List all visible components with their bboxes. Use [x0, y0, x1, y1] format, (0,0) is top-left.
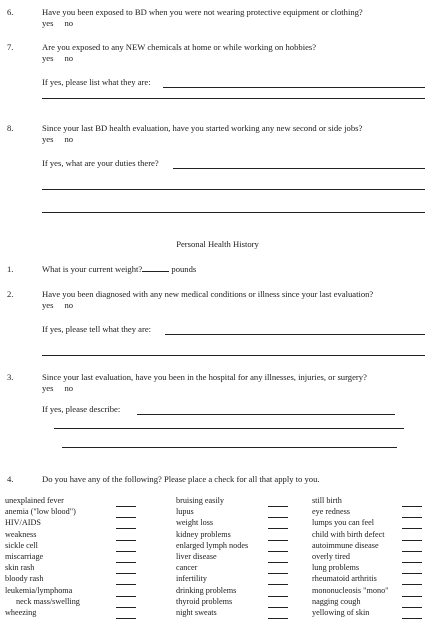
- condition-checkbox-line[interactable]: [268, 607, 288, 608]
- answer-line[interactable]: [163, 87, 425, 88]
- yes-no-options: [42, 135, 84, 144]
- answer-line[interactable]: [42, 212, 425, 213]
- condition-checkbox-line[interactable]: [268, 540, 288, 541]
- condition-label: child with birth defect: [312, 529, 385, 539]
- condition-checkbox-line[interactable]: [268, 506, 288, 507]
- condition-label: liver disease: [176, 552, 217, 561]
- yes-option[interactable]: yes: [42, 134, 54, 144]
- condition-checkbox-line[interactable]: [402, 551, 422, 552]
- condition-label: weight loss: [176, 518, 214, 528]
- answer-line[interactable]: [62, 447, 397, 448]
- condition-label: bloody rash: [5, 574, 44, 584]
- question-text: Since your last BD health evaluation, have you started working any new second or side jobs?: [42, 123, 363, 133]
- condition-checkbox-line[interactable]: [402, 584, 422, 585]
- condition-checkbox-line[interactable]: [116, 517, 136, 518]
- answer-line[interactable]: [42, 189, 425, 190]
- condition-label: lupus: [176, 507, 194, 517]
- condition-checkbox-line[interactable]: [116, 573, 136, 574]
- condition-label: nagging cough: [312, 596, 361, 606]
- condition-checkbox-line[interactable]: [402, 573, 422, 574]
- yes-option[interactable]: yes: [42, 53, 54, 63]
- yes-no-options: [42, 54, 84, 63]
- condition-checkbox-line[interactable]: [116, 618, 136, 619]
- no-option[interactable]: no: [64, 18, 74, 28]
- condition-label: unexplained fever: [5, 496, 64, 505]
- question-text: Are you exposed to any NEW chemicals at home or while working on hobbies?: [42, 42, 317, 52]
- condition-checkbox-line[interactable]: [116, 607, 136, 608]
- condition-checkbox-line[interactable]: [116, 596, 136, 597]
- answer-line[interactable]: [54, 428, 404, 429]
- condition-checkbox-line[interactable]: [116, 528, 136, 529]
- no-option[interactable]: no: [64, 383, 74, 393]
- answer-line[interactable]: [42, 98, 425, 99]
- condition-label: anemia ("low blood"): [5, 507, 76, 517]
- question-number: 2.: [7, 289, 14, 299]
- condition-checkbox-line[interactable]: [268, 517, 288, 518]
- condition-label: mononucleosis "mono": [312, 585, 389, 595]
- followup-label: If yes, please tell what they are:: [42, 324, 152, 334]
- condition-label: lumps you can feel: [312, 518, 375, 528]
- section-title: Personal Health History: [176, 239, 259, 249]
- condition-checkbox-line[interactable]: [402, 607, 422, 608]
- condition-label: kidney problems: [176, 529, 231, 539]
- condition-label: overly tired: [312, 552, 350, 561]
- condition-checkbox-line[interactable]: [268, 584, 288, 585]
- question-number: 3.: [7, 372, 14, 382]
- condition-label: thyroid problems: [176, 596, 233, 606]
- answer-line[interactable]: [137, 414, 395, 415]
- condition-checkbox-line[interactable]: [402, 596, 422, 597]
- condition-label: rheumatoid arthritis: [312, 574, 377, 584]
- question-number: 6.: [7, 7, 14, 17]
- weight-unit: pounds: [171, 264, 197, 274]
- yes-no-options: [42, 19, 84, 28]
- condition-checkbox-line[interactable]: [268, 528, 288, 529]
- condition-checkbox-line[interactable]: [402, 506, 422, 507]
- yes-no-options: [42, 384, 84, 393]
- weight-input[interactable]: [142, 271, 169, 272]
- question-text: Do you have any of the following? Please place a check for all that apply to you.: [42, 474, 320, 484]
- followup-label: If yes, please describe:: [42, 404, 121, 414]
- condition-label: HIV/AIDS: [5, 518, 41, 528]
- condition-checkbox-line[interactable]: [268, 596, 288, 597]
- condition-label: cancer: [176, 563, 198, 573]
- weight-label: What is your current weight?: [42, 264, 143, 274]
- condition-checkbox-line[interactable]: [116, 540, 136, 541]
- question-number: 8.: [7, 123, 14, 133]
- condition-label: bruising easily: [176, 496, 224, 505]
- condition-label: infertility: [176, 574, 207, 584]
- condition-label: enlarged lymph nodes: [176, 540, 249, 550]
- condition-checkbox-line[interactable]: [116, 562, 136, 563]
- condition-label: yellowing of skin: [312, 608, 370, 617]
- condition-checkbox-line[interactable]: [268, 562, 288, 563]
- no-option[interactable]: no: [64, 53, 74, 63]
- followup-label: If yes, what are your duties there?: [42, 158, 159, 168]
- answer-line[interactable]: [42, 355, 425, 356]
- yes-option[interactable]: yes: [42, 300, 54, 310]
- question-text: Have you been exposed to BD when you were not wearing protective equipment or clothing?: [42, 7, 363, 17]
- question-number: 4.: [7, 474, 14, 484]
- condition-checkbox-line[interactable]: [402, 517, 422, 518]
- condition-checkbox-line[interactable]: [116, 506, 136, 507]
- no-option[interactable]: no: [64, 134, 74, 144]
- condition-label: autoimmune disease: [312, 540, 379, 550]
- condition-label: miscarriage: [5, 552, 44, 561]
- condition-checkbox-line[interactable]: [402, 618, 422, 619]
- yes-option[interactable]: yes: [42, 18, 54, 28]
- condition-label: night sweats: [176, 608, 217, 617]
- yes-option[interactable]: yes: [42, 383, 54, 393]
- question-number: 1.: [7, 264, 14, 274]
- condition-label: weakness: [5, 529, 37, 539]
- condition-checkbox-line[interactable]: [268, 618, 288, 619]
- condition-label: lung problems: [312, 563, 360, 573]
- followup-label: If yes, please list what they are:: [42, 77, 151, 87]
- question-text: [42, 265, 196, 274]
- condition-label: skin rash: [5, 563, 35, 573]
- condition-label: drinking problems: [176, 585, 237, 595]
- answer-line[interactable]: [173, 168, 425, 169]
- condition-label: wheezing: [5, 608, 37, 617]
- condition-checkbox-line[interactable]: [268, 573, 288, 574]
- question-text: Have you been diagnosed with any new medical conditions or illness since your last evaluation?: [42, 289, 374, 299]
- condition-label: still birth: [312, 496, 342, 505]
- condition-label: eye redness: [312, 507, 350, 517]
- question-number: 7.: [7, 42, 14, 52]
- condition-label: neck mass/swelling: [16, 596, 80, 606]
- condition-checkbox-line[interactable]: [116, 551, 136, 552]
- condition-checkbox-line[interactable]: [402, 562, 422, 563]
- question-text: Since your last evaluation, have you been in the hospital for any illnesses, injuries, or surgery?: [42, 372, 367, 382]
- condition-label: sickle cell: [5, 540, 38, 550]
- no-option[interactable]: no: [64, 300, 74, 310]
- condition-checkbox-line[interactable]: [268, 551, 288, 552]
- yes-no-options: [42, 301, 84, 310]
- condition-label: leukemia/lymphoma: [5, 585, 73, 595]
- condition-checkbox-line[interactable]: [402, 540, 422, 541]
- condition-checkbox-line[interactable]: [116, 584, 136, 585]
- answer-line[interactable]: [165, 334, 425, 335]
- condition-checkbox-line[interactable]: [402, 528, 422, 529]
